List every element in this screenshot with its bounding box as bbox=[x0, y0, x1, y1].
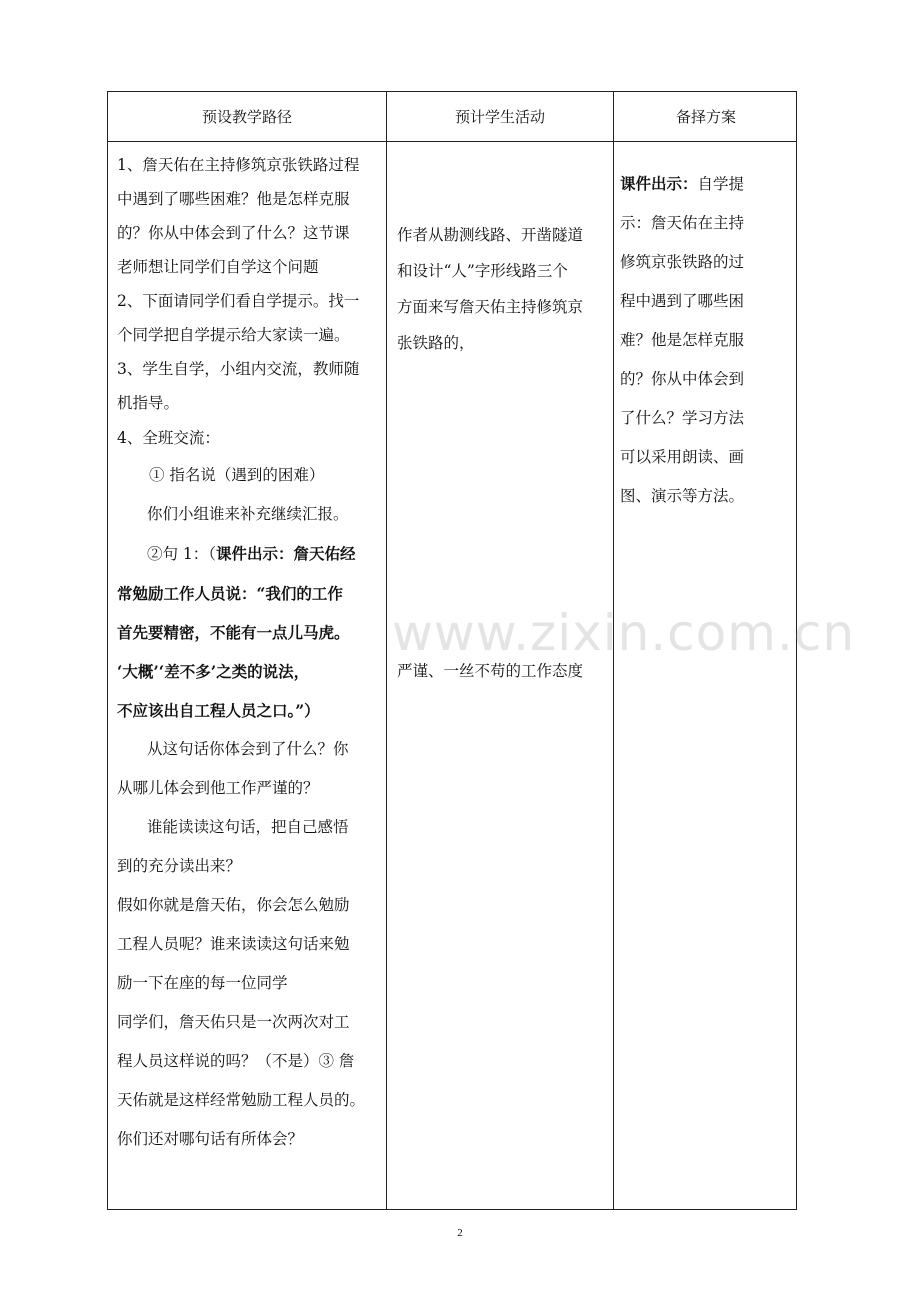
text-line: 张铁路的， bbox=[397, 334, 475, 352]
text-line: ① 指名说（遇到的困难） bbox=[149, 466, 325, 484]
header-alternatives: 备择方案 bbox=[675, 108, 736, 126]
text-line: 到的充分读出来？ bbox=[117, 857, 242, 875]
text-line: 的？你从中体会到了什么？这节课 bbox=[117, 224, 350, 242]
text-line: 4、全班交流： bbox=[117, 429, 220, 447]
text-line: 工程人员呢？谁来读读这句话来勉 bbox=[117, 935, 350, 953]
text-line: 作者从勘测线路、开凿隧道 bbox=[397, 226, 584, 244]
text-line: 示：詹天佑在主持 bbox=[620, 214, 745, 232]
text-line: 可以采用朗读、画 bbox=[620, 448, 745, 466]
text-line: 3、学生自学，小组内交流，教师随 bbox=[117, 360, 360, 378]
text-line: 难？他是怎样克服 bbox=[620, 331, 745, 349]
alternatives-cell bbox=[620, 164, 770, 516]
text-line: 2、下面请同学们看自学提示。找一 bbox=[117, 292, 360, 310]
text-segment: ②句 1：（ bbox=[147, 545, 217, 563]
header-student-activity: 预计学生活动 bbox=[454, 108, 545, 126]
page-number: 2 bbox=[457, 1227, 463, 1239]
courseware-quote: 课件出示：詹天佑经 bbox=[216, 544, 356, 563]
text-line: 程中遇到了哪些困 bbox=[620, 292, 745, 310]
header-divider bbox=[108, 141, 796, 142]
courseware-label: 课件出示： bbox=[620, 174, 698, 193]
header-teaching-path: 预设教学路径 bbox=[201, 108, 292, 126]
text-line: 机指导。 bbox=[117, 394, 180, 412]
text-line: 1、詹天佑在主持修筑京张铁路过程 bbox=[117, 156, 360, 174]
text-line: 了什么？学习方法 bbox=[620, 409, 745, 427]
courseware-quote: 不应该出自工程人员之口。”） bbox=[117, 701, 320, 720]
text-line: 从这句话你体会到了什么？你 bbox=[147, 740, 349, 758]
text-line: 谁能读读这句话，把自己感悟 bbox=[147, 818, 349, 836]
text-line: 个同学把自学提示给大家读一遍。 bbox=[117, 326, 350, 344]
courseware-quote: ‘大概’‘差不多’之类的说法， bbox=[117, 662, 310, 681]
courseware-quote: 首先要精密，不能有一点儿马虎。 bbox=[117, 623, 350, 642]
text-segment: 自学提 bbox=[697, 175, 745, 193]
text-line: 的？你从中体会到 bbox=[620, 370, 745, 388]
text-line: 中遇到了哪些困难？他是怎样克服 bbox=[117, 190, 350, 208]
text-line: 修筑京张铁路的过 bbox=[620, 253, 745, 271]
work-attitude-note: 严谨、一丝不苟的工作态度 bbox=[397, 662, 584, 680]
column-divider bbox=[386, 92, 387, 1209]
watermark: www.zixin.com.cn bbox=[392, 604, 856, 662]
courseware-quote: 常勉励工作人员说：“我们的工作 bbox=[117, 584, 343, 603]
text-line: 天佑就是这样经常勉励工程人员的。 bbox=[117, 1091, 366, 1109]
text-line: 励一下在座的每一位同学 bbox=[117, 974, 288, 992]
text-line: 程人员这样说的吗？（不是）③ 詹 bbox=[117, 1052, 355, 1070]
text-line: 和设计“人”字形线路三个 bbox=[397, 262, 568, 280]
text-line bbox=[117, 534, 385, 574]
text-line: 图、演示等方法。 bbox=[620, 487, 745, 505]
text-line: 同学们，詹天佑只是一次两次对工 bbox=[117, 1013, 350, 1031]
text-line: 从哪儿体会到他工作严谨的？ bbox=[117, 779, 319, 797]
text-line: 老师想让同学们自学这个问题 bbox=[117, 258, 319, 276]
student-activity-cell bbox=[397, 217, 615, 361]
text-line: 方面来写詹天佑主持修筑京 bbox=[397, 298, 584, 316]
teaching-path-cell bbox=[117, 148, 385, 1159]
text-line: 你们小组谁来补充继续汇报。 bbox=[147, 505, 349, 523]
text-line: 假如你就是詹天佑，你会怎么勉励 bbox=[117, 896, 350, 914]
text-line: 你们还对哪句话有所体会？ bbox=[117, 1130, 304, 1148]
text-line bbox=[620, 164, 770, 204]
